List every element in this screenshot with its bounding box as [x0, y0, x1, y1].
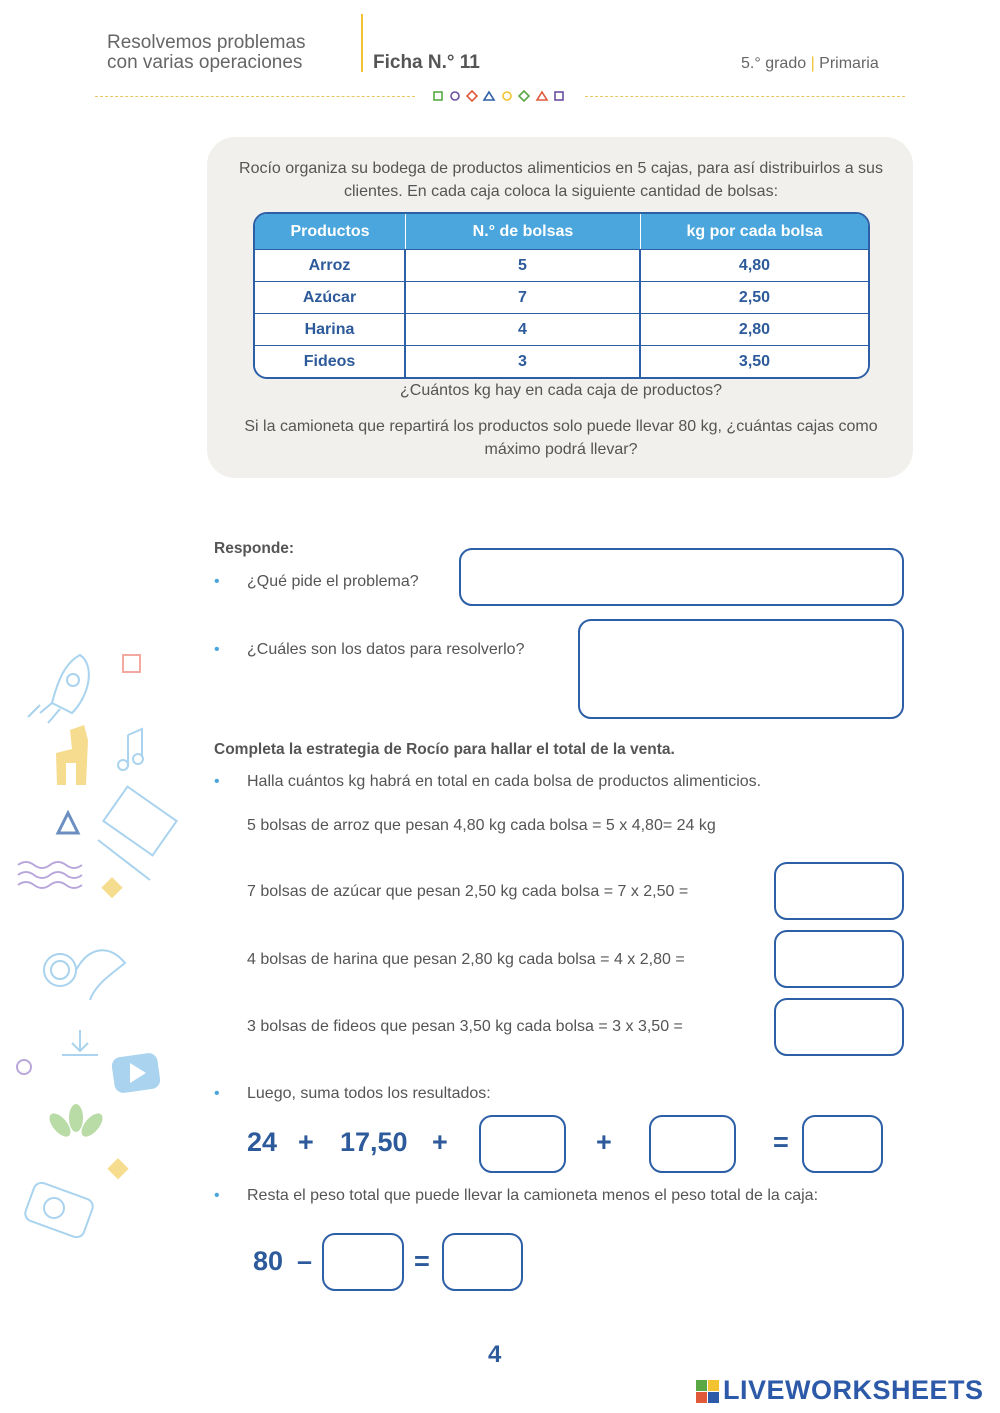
- sum-result-input[interactable]: [802, 1115, 883, 1173]
- bullet-icon: •: [214, 1085, 220, 1102]
- triangle-icon: [58, 813, 78, 833]
- product-name: Harina: [255, 313, 406, 345]
- subtrahend-input[interactable]: [322, 1233, 404, 1291]
- problem-intro: Rocío organiza su bodega de productos alimenticios en 5 cajas, para así distribuirlos a sus clientes. En cada caja coloca la siguiente cantidad de bolsas:: [239, 160, 883, 200]
- dashed-divider-left: [95, 96, 415, 97]
- laptop-icon: [98, 787, 177, 880]
- dashed-divider-right: [585, 96, 905, 97]
- col-header-products: Productos: [255, 214, 406, 249]
- strategy-step-1-text: Halla cuántos kg habrá en total en cada bolsa de productos alimenticios.: [247, 773, 762, 790]
- rocket-icon: [28, 655, 89, 723]
- bullet-icon: •: [214, 773, 220, 790]
- line-rice: 5 bolsas de arroz que pesan 4,80 kg cada bolsa = 5 x 4,80= 24 kg: [247, 817, 716, 834]
- liveworksheets-logo-icon: [696, 1380, 720, 1404]
- question-data-text: ¿Cuáles son los datos para resolverlo?: [247, 641, 525, 658]
- question-kg-per-box: ¿Cuántos kg hay en cada caja de productos?: [400, 382, 722, 399]
- kg-per-bag: 4,80: [641, 249, 868, 281]
- kg-per-bag: 2,80: [641, 313, 868, 345]
- minuend-80: 80: [253, 1246, 284, 1276]
- diamond-icon: [107, 1158, 128, 1179]
- plus-sign: +: [432, 1127, 448, 1157]
- radio-icon: [23, 1181, 95, 1240]
- responde-label: Responde:: [214, 540, 295, 557]
- question-max-boxes: Si la camioneta que repartirá los productos solo puede llevar 80 kg, ¿cuántas cajas como máximo podrá llevar?: [244, 418, 878, 458]
- product-name: Arroz: [255, 249, 406, 281]
- col-header-bags: N.° de bolsas: [406, 214, 641, 249]
- circle-icon: [17, 1060, 31, 1074]
- product-name: Azúcar: [255, 281, 406, 313]
- music-note-icon: [128, 729, 142, 765]
- question-what-asks-text: ¿Qué pide el problema?: [247, 573, 419, 590]
- table-row: [255, 345, 868, 377]
- answer-data-input[interactable]: [578, 619, 904, 719]
- page-number: 4: [488, 1341, 502, 1368]
- strategy-step-3-text: Resta el peso total que puede llevar la camioneta menos el peso total de la caja:: [247, 1187, 819, 1204]
- answer-noodles-input[interactable]: [774, 998, 904, 1056]
- table-header-row: [255, 214, 868, 249]
- products-table: [253, 212, 870, 379]
- col-header-kg: kg por cada bolsa: [641, 214, 868, 249]
- llama-icon: [56, 725, 88, 785]
- ficha-number: Ficha N.° 11: [373, 52, 480, 73]
- grade-level: [741, 55, 879, 73]
- table-row: [255, 281, 868, 313]
- line-noodles: 3 bolsas de fideos que pesan 3,50 kg cada bolsa = 3 x 3,50 =: [247, 1018, 683, 1035]
- square-icon: [123, 655, 140, 672]
- answer-flour-input[interactable]: [774, 930, 904, 988]
- bag-count: 7: [406, 281, 641, 313]
- plus-sign: +: [596, 1127, 612, 1157]
- sum-input-2[interactable]: [649, 1115, 736, 1173]
- worksheet-topic: [107, 33, 306, 73]
- strategy-step-3: [214, 1187, 819, 1205]
- strategy-step-2-text: Luego, suma todos los resultados:: [247, 1085, 491, 1102]
- liveworksheets-brand: LIVEWORKSHEETS: [723, 1375, 984, 1405]
- kg-per-bag: 2,50: [641, 281, 868, 313]
- equals-sign: =: [773, 1127, 789, 1157]
- topic-line-2: con varias operaciones: [107, 52, 303, 73]
- difference-input[interactable]: [442, 1233, 523, 1291]
- line-flour: 4 bolsas de harina que pesan 2,80 kg cada bolsa = 4 x 2,80 =: [247, 951, 685, 968]
- topic-line-1: Resolvemos problemas: [107, 32, 306, 53]
- decorative-doodles: [10, 645, 200, 1255]
- diamond-icon: [101, 877, 122, 898]
- download-icon: [62, 1030, 98, 1055]
- line-sugar: 7 bolsas de azúcar que pesan 2,50 kg cada bolsa = 7 x 2,50 =: [247, 883, 689, 900]
- monkey-icon: [44, 950, 125, 1000]
- question-what-asks: [214, 573, 419, 591]
- bag-count: 5: [406, 249, 641, 281]
- header-separator: [361, 14, 363, 72]
- strategy-title: Completa la estrategia de Rocío para hallar el total de la venta.: [214, 741, 675, 758]
- minus-sign: –: [297, 1246, 313, 1276]
- sum-term-24: 24: [247, 1127, 278, 1157]
- grade: 5.° grado: [741, 55, 807, 72]
- bullet-icon: •: [214, 573, 220, 590]
- product-name: Fideos: [255, 345, 406, 377]
- grade-separator: |: [810, 55, 815, 72]
- table-row: [255, 249, 868, 281]
- question-data: [214, 641, 525, 659]
- sum-input-1[interactable]: [479, 1115, 566, 1173]
- level: Primaria: [819, 55, 879, 72]
- bullet-icon: •: [214, 1187, 220, 1204]
- waves-icon: [18, 862, 82, 888]
- strategy-step-1: [214, 773, 762, 791]
- kg-per-bag: 3,50: [641, 345, 868, 377]
- shapes-ornament: [432, 89, 568, 103]
- leaves-icon: [46, 1104, 107, 1140]
- sum-term-17-50: 17,50: [340, 1127, 408, 1157]
- plus-sign: +: [298, 1127, 314, 1157]
- answer-sugar-input[interactable]: [774, 862, 904, 920]
- bag-count: 4: [406, 313, 641, 345]
- table-row: [255, 313, 868, 345]
- play-button-icon: [111, 1052, 162, 1094]
- strategy-step-2: [214, 1085, 491, 1103]
- bullet-icon: •: [214, 641, 220, 658]
- answer-what-asks-input[interactable]: [459, 548, 904, 606]
- equals-sign: =: [414, 1246, 430, 1276]
- bag-count: 3: [406, 345, 641, 377]
